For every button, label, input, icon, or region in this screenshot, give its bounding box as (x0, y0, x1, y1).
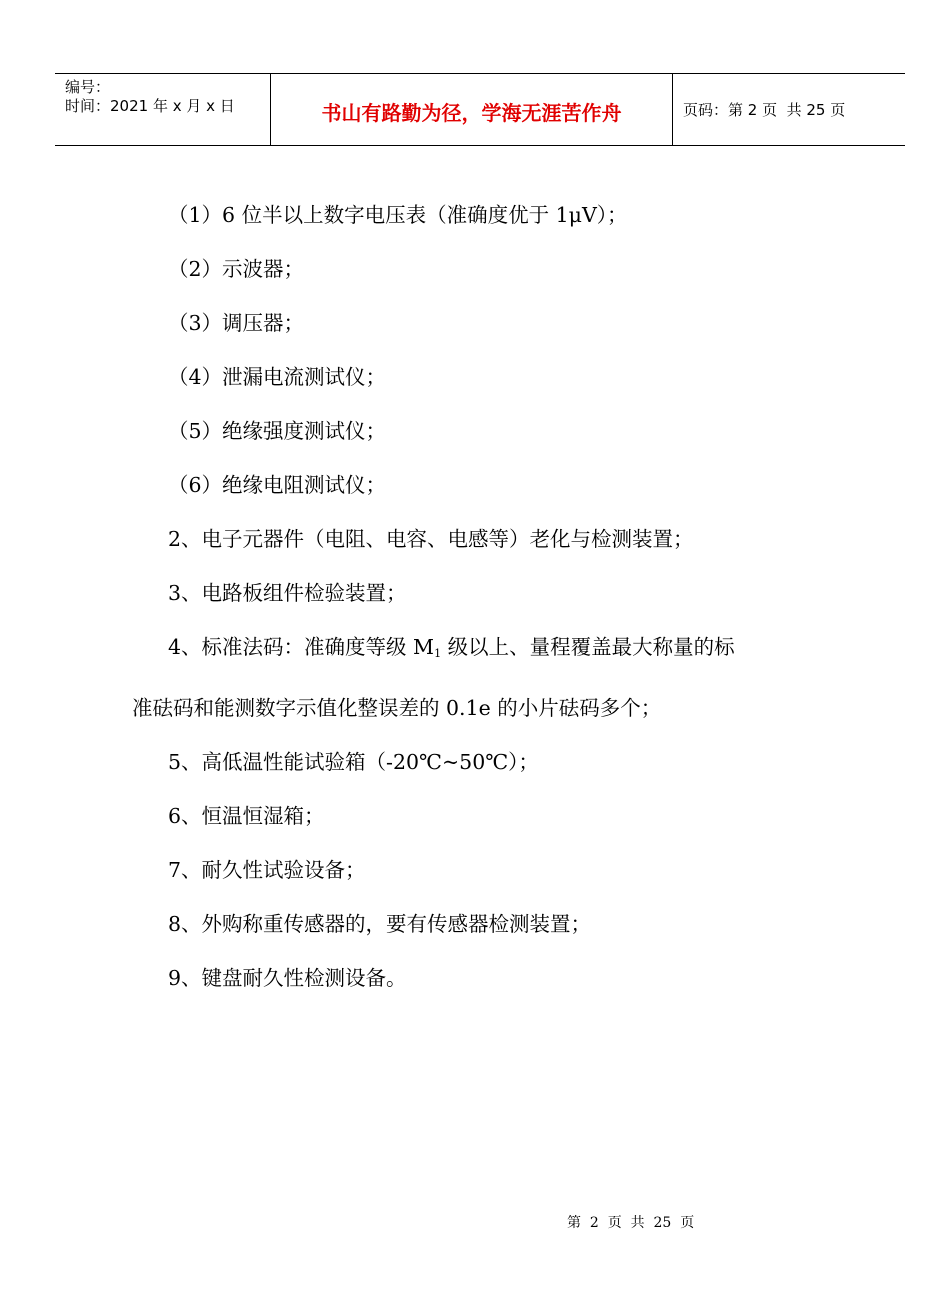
list-item-standard-weights (132, 620, 852, 681)
list-item: 7、耐久性试验设备； (168, 858, 366, 882)
page-footer: 第 2 页 共 25 页 (567, 1215, 695, 1231)
header-motto: 书山有路勤为径，学海无涯苦作舟 (321, 100, 622, 125)
list-item: （6）绝缘电阻测试仪； (168, 473, 387, 497)
header-meta-cell (55, 74, 271, 145)
list-item: （2）示波器； (168, 257, 305, 281)
header-motto-cell (271, 74, 673, 145)
list-item: 5、高低温性能试验箱（-20℃~50℃）； (168, 750, 539, 774)
list-item: （1）6 位半以上数字电压表（准确度优于 1μV）； (168, 203, 628, 227)
item4-subscript: 1 (434, 647, 442, 660)
list-item: 8、外购称重传感器的，要有传感器检测装置； (168, 912, 592, 936)
list-item: （3）调压器； (168, 311, 305, 335)
list-item: 9、键盘耐久性检测设备。 (168, 966, 407, 990)
header-page-cell (673, 74, 905, 145)
document-time-label: 时间：2021 年 x 月 x 日 (65, 97, 235, 115)
item4-text-part2: 级以上、量程覆盖最大称量的标 (441, 635, 735, 659)
document-header (55, 73, 905, 146)
document-number-label: 编号： (65, 78, 111, 96)
header-page-info: 页码：第 2 页 共 25 页 (683, 101, 846, 119)
list-item: 6、恒温恒湿箱； (168, 804, 325, 828)
list-item-continuation: 准砝码和能测数字示值化整误差的 0.1e 的小片砝码多个； (132, 696, 662, 720)
list-item: 3、电路板组件检验装置； (168, 581, 407, 605)
list-item: （4）泄漏电流测试仪； (168, 365, 387, 389)
list-item: 2、电子元器件（电阻、电容、电感等）老化与检测装置； (168, 527, 694, 551)
document-body (132, 188, 852, 1005)
list-item: （5）绝缘强度测试仪； (168, 419, 387, 443)
item4-text-part1: 4、标准法码：准确度等级 M (168, 635, 435, 659)
